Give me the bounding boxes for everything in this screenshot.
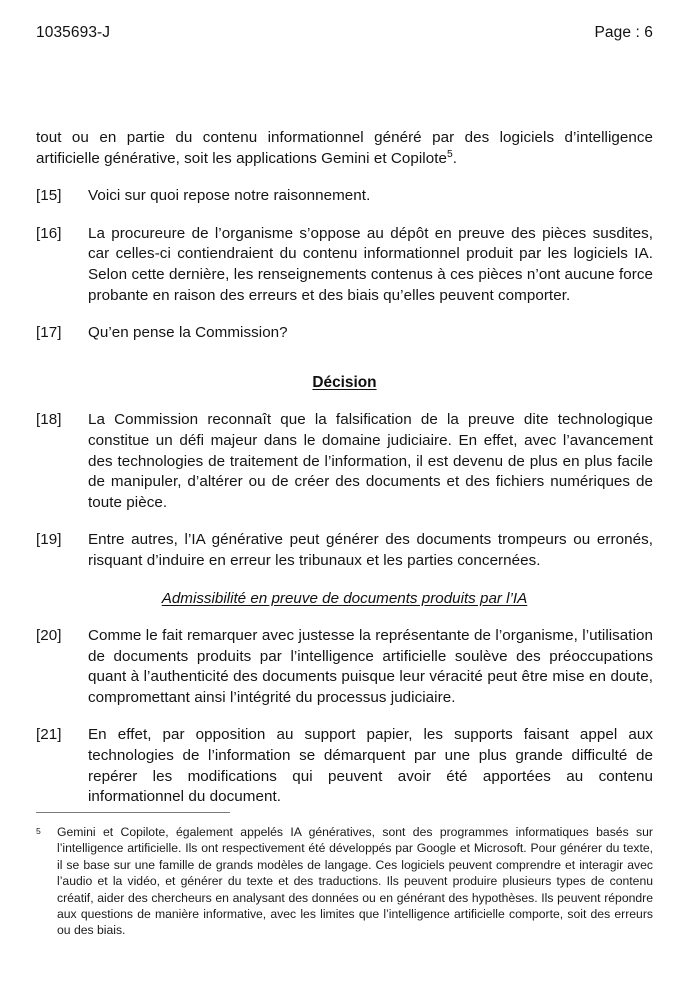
paragraph-text-16: La procureure de l’organisme s’oppose au dépôt en preuve des pièces susdites, car celles-ci contiendraient du contenu informationnel produit par les logiciels IA. Selon cette dernière, les renseignements contenus à ces pièces n’ont aucune force probante en raison des erreurs et des biais qu’elles peuvent comporter. [88,224,653,304]
paragraph-19 [36,530,653,571]
paragraph-17 [36,323,653,344]
paragraph-text-15: Voici sur quoi repose notre raisonnement. [88,187,371,205]
section-heading-admissibility: Admissibilité en preuve de documents produits par l’IA [161,589,528,607]
footnote-text: Gemini et Copilote, également appelés IA génératives, sont des programmes informatiques basés sur l’intelligence artificielle. Ils ont respectivement été développés par Google et Microsoft. Pour générer du texte, il se base sur une famille de grands modèles de langage. Ces logiciels peuvent comprendre et interagir avec l’audio et la vidéo, et générer du texte et des traductions. Ils peuvent produire plusieurs types de contenu créatif, aider des chercheurs en analysant des données ou en générant des hypothèses. Ils peuvent répondre aux questions de manière informative, avec les limites que l’intelligence artificielle comporte, soit des erreurs ou des biais. [57,825,653,938]
file-number: 1035693-J [36,24,111,41]
page-header [36,24,653,43]
paragraph-15 [36,186,653,207]
footnote-separator-rule [36,812,230,813]
page-number-label: Page : 6 [594,24,653,41]
paragraph-number-21: [21] [36,726,62,744]
continuation-paragraph [36,128,653,169]
footnote-marker: 5 [36,826,41,836]
paragraph-18 [36,410,653,513]
paragraph-text-21: En effet, par opposition au support papier, les supports faisant appel aux technologies de l’information se démarquent par une plus grande difficulté de repérer les modifications qui peuvent avoir été apportées au contenu informationnel du document. [88,726,653,806]
footnote-5 [36,824,653,939]
paragraph-number-17: [17] [36,324,62,342]
continuation-text-before-footnote-ref: tout ou en partie du contenu informationnel généré par des logiciels d’intelligence artificielle générative, soit les applications Gemini et Copilote [36,129,653,167]
paragraph-16 [36,224,653,306]
section-heading-decision: Décision [312,373,377,391]
paragraph-number-16: [16] [36,224,62,242]
continuation-text-after-footnote-ref: . [452,149,458,167]
paragraph-text-19: Entre autres, l’IA générative peut générer des documents trompeurs ou erronés, risquant d’induire en erreur les tribunaux et les parties concernées. [88,531,653,569]
footnote-reference-marker[interactable]: 5 [446,148,453,160]
paragraph-20 [36,626,653,708]
paragraph-text-20: Comme le fait remarquer avec justesse la représentante de l’organisme, l’utilisation de documents produits par l’intelligence artificielle soulève des préoccupations quant à l’authenticité des documents puisque leur véracité peut être mise en doute, compromettant ainsi l’intégrité du processus judiciaire. [88,627,653,706]
paragraph-number-15: [15] [36,187,62,205]
heading-spacer [36,361,653,373]
paragraph-21 [36,725,653,807]
paragraph-number-19: [19] [36,531,62,549]
document-body [36,128,653,808]
footnote-zone [36,812,653,939]
paragraph-text-17: Qu’en pense la Commission? [88,324,288,342]
paragraph-number-20: [20] [36,627,62,645]
paragraph-text-18: La Commission reconnaît que la falsification de la preuve dite technologique constitue un défi majeur dans le domaine judiciaire. En effet, avec l’avancement des technologies de traitement de l’information, il est devenu de plus en plus facile de manipuler, d’altérer ou de créer des documents et des fichiers numériques de toute pièce. [88,411,653,511]
paragraph-number-18: [18] [36,411,62,429]
